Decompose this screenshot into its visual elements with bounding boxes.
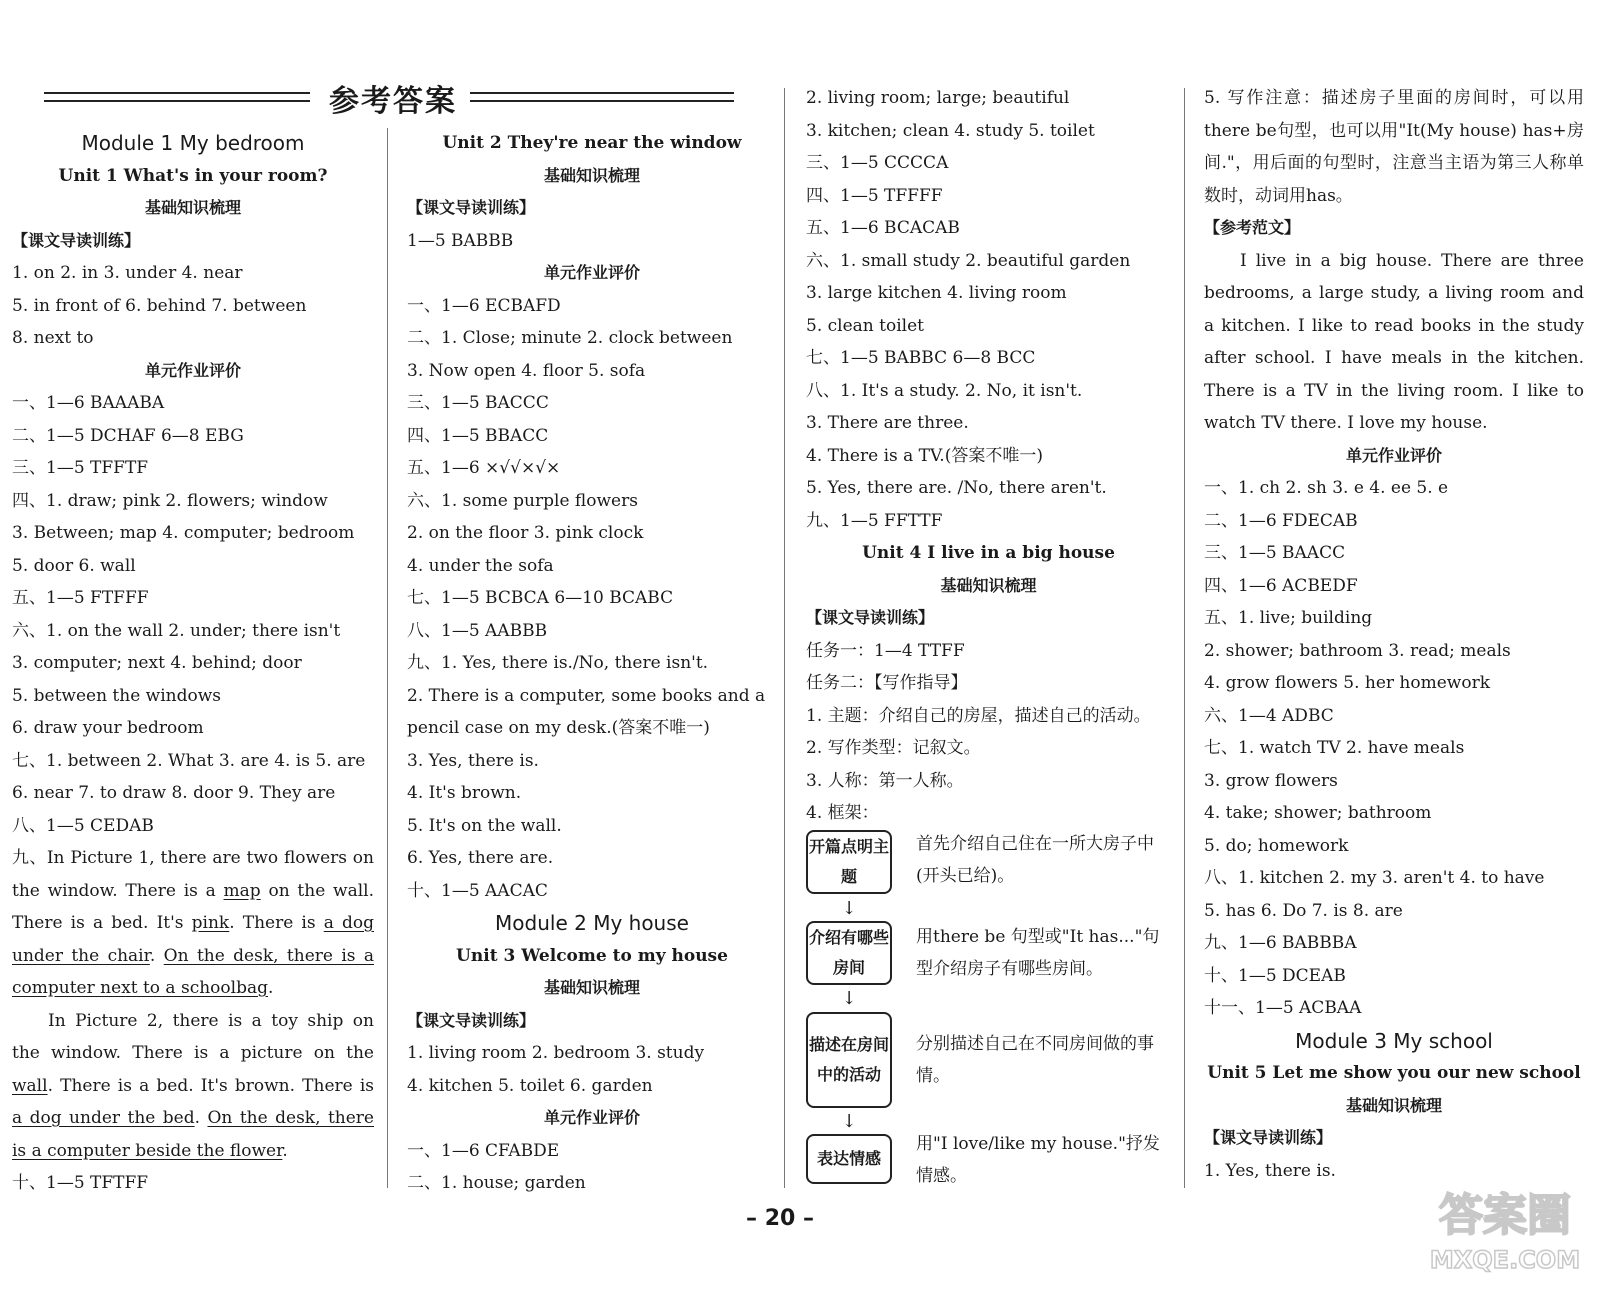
answer-line: 六、1. small study 2. beautiful garden: [806, 250, 1131, 271]
arrow-down-icon: ↓: [841, 898, 857, 919]
arrow-down-icon: ↓: [841, 1111, 857, 1132]
answer-line: 5. clean toilet: [806, 315, 924, 336]
answer-line: 4. grow flowers 5. her homework: [1204, 673, 1491, 693]
answer-line: 4. kitchen 5. toilet 6. garden: [407, 1075, 653, 1096]
answer-line: 七、1. between 2. What 3. are 4. is 5. are: [12, 750, 366, 771]
answer-line: 4. take; shower; bathroom: [1204, 803, 1432, 823]
answer-line: 3. Now open 4. floor 5. sofa: [407, 360, 646, 381]
unit-title: Unit 1 What's in your room?: [58, 165, 328, 186]
answer-line: 六、1. on the wall 2. under; there isn't: [12, 620, 341, 641]
answer-line: 五、1. live; building: [1204, 608, 1373, 628]
page-title: 参考答案: [329, 84, 457, 119]
column-2: [407, 127, 777, 1200]
answer-line: 二、1. Close; minute 2. clock between: [407, 328, 733, 348]
answer-line: 4. There is a TV.(答案不唯一): [806, 445, 1043, 466]
answer-line-wrapped: 2. There is a computer, some books and a pencil case on my desk.(答案不唯一): [407, 685, 766, 738]
answer-line: 4. 框架：: [806, 803, 879, 823]
unit-title: Unit 5 Let me show you our new school: [1207, 1063, 1581, 1083]
answer-line: 2. shower; bathroom 3. read; meals: [1204, 640, 1511, 661]
answer-line: 八、1—5 AABBB: [407, 620, 548, 641]
answer-line: 2. on the floor 3. pink clock: [407, 523, 644, 543]
answer-line: 6. draw your bedroom: [12, 718, 204, 738]
answer-line: 一、1. ch 2. sh 3. e 4. ee 5. e: [1204, 478, 1449, 498]
title-rule-right: [470, 92, 734, 102]
section-heading: 基础知识梳理: [144, 198, 241, 217]
answer-line: 3. computer; next 4. behind; door: [12, 653, 302, 673]
answer-line: 五、1—6 BCACAB: [806, 218, 960, 238]
column-divider-2: [784, 88, 785, 1188]
answer-line: 十、1—5 DCEAB: [1204, 965, 1346, 986]
answer-line: 5. has 6. Do 7. is 8. are: [1204, 900, 1403, 921]
writing-note: 5. 写作注意：描述房子里面的房间时，可以用there be句型，也可以用"It(My house) has+房间."，用后面的句型时，注意当主语为第三人称单数时，动词用has。: [1204, 88, 1584, 206]
answer-line: 六、1—4 ADBC: [1204, 705, 1334, 726]
arrow-down-icon: ↓: [841, 988, 857, 1009]
framework-desc: 分别描述自己在不同房间做的事情。: [916, 1034, 1154, 1086]
answer-line: 3. Yes, there is.: [407, 750, 539, 771]
picture-1-paragraph: 九、In Picture 1, there are two flowers on the window. There is a map on the wall. There is a bed. It's pink. There is a dog under the chair. On the desk, there is a computer next to a schoolbag.: [12, 848, 375, 998]
answer-line: 5. door 6. wall: [12, 555, 136, 576]
sample-essay: I live in a big house. There are three bedrooms, a large study, a living room and a kitchen. I like to read books in the study after school. I have meals in the kitchen. There is a TV in the living room. I like to watch TV there. I love my house.: [1204, 250, 1584, 433]
answer-line: 七、1—5 BCBCA 6—10 BCABC: [407, 588, 674, 608]
framework-box: 表达情感: [806, 1134, 892, 1184]
subsection-label: 【课文导读训练】: [12, 230, 141, 250]
framework-box: 描述在房间中的活动: [806, 1012, 892, 1108]
answer-line: 三、1—5 TFFTF: [12, 458, 149, 478]
answer-line: 九、1. Yes, there is./No, there isn't.: [407, 653, 709, 673]
writing-framework: [806, 828, 1171, 1188]
framework-desc: 用there be 句型或"It has..."句型介绍房子有哪些房间。: [916, 927, 1160, 979]
unit-title: Unit 2 They're near the window: [442, 133, 742, 153]
answer-line: 五、1—5 FTFFF: [12, 588, 149, 608]
answer-line: 3. grow flowers: [1204, 770, 1338, 791]
answer-line: 三、1—5 CCCCA: [806, 153, 949, 173]
subsection-label: 【参考范文】: [1204, 218, 1301, 237]
answer-line: 四、1—5 BBACC: [407, 425, 549, 446]
framework-desc: 用"I love/like my house."抒发情感。: [916, 1134, 1160, 1186]
answer-line: 九、1—6 BABBBA: [1204, 933, 1357, 953]
answer-line: 任务一：1—4 TTFF: [806, 640, 965, 661]
answer-line: 四、1. draw; pink 2. flowers; window: [12, 490, 328, 511]
answer-line: 四、1—5 TFFFF: [806, 185, 943, 206]
framework-box: 介绍有哪些房间: [806, 921, 892, 985]
answer-line: 二、1—5 DCHAF 6—8 EBG: [12, 425, 244, 446]
section-heading: 单元作业评价: [1345, 445, 1442, 465]
answer-line: 任务二：【写作指导】: [806, 673, 968, 693]
answer-line: 七、1. watch TV 2. have meals: [1204, 738, 1465, 758]
answer-line: 1—5 BABBB: [407, 230, 514, 251]
subsection-label: 【课文导读训练】: [1204, 1128, 1333, 1147]
page-number: – 20 –: [746, 1206, 814, 1231]
answer-line: 十一、1—5 ACBAA: [1204, 998, 1362, 1018]
watermark-url: MXQE.COM: [1429, 1246, 1581, 1274]
column-divider-1: [387, 128, 388, 1188]
unit-title: Unit 4 I live in a big house: [862, 543, 1115, 563]
answer-line: 五、1—6 ×√√×√×: [407, 458, 561, 478]
watermark-text: 答案圈: [1439, 1190, 1571, 1241]
answer-line: 八、1. It's a study. 2. No, it isn't.: [806, 380, 1083, 401]
module-title: Module 2 My house: [495, 911, 689, 935]
answer-line: 八、1. kitchen 2. my 3. aren't 4. to have: [1204, 868, 1545, 888]
answer-line: 四、1—6 ACBEDF: [1204, 575, 1358, 596]
module-title: Module 3 My school: [1295, 1028, 1493, 1053]
column-1: [12, 127, 374, 1200]
answer-line: 5. in front of 6. behind 7. between: [12, 295, 307, 316]
subsection-label: 【课文导读训练】: [407, 198, 536, 217]
answer-line: 6. near 7. to draw 8. door 9. They are: [12, 783, 336, 803]
column-4: [1204, 82, 1584, 1187]
section-heading: 单元作业评价: [543, 263, 640, 282]
answer-line: 1. on 2. in 3. under 4. near: [12, 263, 243, 283]
section-heading: 基础知识梳理: [1345, 1095, 1442, 1115]
answer-line: 一、1—6 ECBAFD: [407, 295, 561, 316]
answer-line: 4. under the sofa: [407, 555, 554, 576]
answer-line: 5. do; homework: [1204, 835, 1349, 856]
subsection-label: 【课文导读训练】: [407, 1010, 536, 1030]
answer-line: 一、1—6 BAAABA: [12, 393, 165, 413]
column-divider-3: [1184, 88, 1185, 1188]
framework-desc: 首先介绍自己住在一所大房子中(开头已给)。: [916, 834, 1154, 886]
answer-line: 一、1—6 CFABDE: [407, 1140, 560, 1161]
answer-line: 1. 主题：介绍自己的房屋，描述自己的活动。: [806, 705, 1151, 726]
column-3: [806, 82, 1171, 830]
answer-line: 8. next to: [12, 328, 94, 348]
answer-line: 九、1—5 FFTTF: [806, 510, 943, 531]
answer-line: 4. It's brown.: [407, 783, 522, 803]
answer-line: 二、1—6 FDECAB: [1204, 510, 1358, 531]
picture-2-paragraph: In Picture 2, there is a toy ship on the window. There is a picture on the wall. There is a bed. It's brown. There is a dog under the bed. On the desk, there is a computer beside the flower.: [12, 1010, 374, 1161]
framework-box: 开篇点明主题: [806, 830, 892, 894]
answer-line: 十、1—5 TFTFF: [12, 1173, 149, 1193]
answer-line: 1. living room 2. bedroom 3. study: [407, 1043, 705, 1063]
section-heading: 单元作业评价: [543, 1108, 640, 1127]
answer-line: 八、1—5 CEDAB: [12, 815, 154, 836]
answer-line: 二、1. house; garden: [407, 1173, 586, 1193]
answer-line: 三、1—5 BACCC: [407, 393, 549, 413]
answer-line: 3. There are three.: [806, 413, 969, 433]
title-rule-left: [44, 92, 310, 102]
module-title: Module 1 My bedroom: [81, 131, 305, 155]
answer-line: 2. 写作类型：记叙文。: [806, 738, 981, 758]
section-heading: 单元作业评价: [144, 360, 241, 380]
answer-line: 六、1. some purple flowers: [407, 490, 638, 511]
answer-line: 6. Yes, there are.: [407, 848, 554, 868]
section-heading: 基础知识梳理: [543, 978, 640, 997]
answer-line: 三、1—5 BAACC: [1204, 543, 1346, 563]
answer-line: 2. living room; large; beautiful: [806, 88, 1070, 108]
subsection-label: 【课文导读训练】: [806, 608, 935, 627]
answer-line: 十、1—5 AACAC: [407, 880, 548, 901]
answer-line: 5. Yes, there are. /No, there aren't.: [806, 478, 1107, 498]
answer-line: 5. between the windows: [12, 685, 221, 706]
answer-line: 3. large kitchen 4. living room: [806, 283, 1067, 303]
answer-line: 5. It's on the wall.: [407, 815, 562, 836]
answer-line: 1. Yes, there is.: [1204, 1160, 1336, 1181]
answer-line: 3. Between; map 4. computer; bedroom: [12, 523, 355, 543]
answer-line: 3. 人称：第一人称。: [806, 770, 964, 791]
answer-line: 七、1—5 BABBC 6—8 BCC: [806, 348, 1036, 368]
section-heading: 基础知识梳理: [940, 575, 1037, 595]
section-heading: 基础知识梳理: [543, 165, 640, 185]
answer-line: 3. kitchen; clean 4. study 5. toilet: [806, 120, 1095, 141]
watermark-logo: [1420, 1178, 1590, 1278]
unit-title: Unit 3 Welcome to my house: [456, 945, 728, 966]
